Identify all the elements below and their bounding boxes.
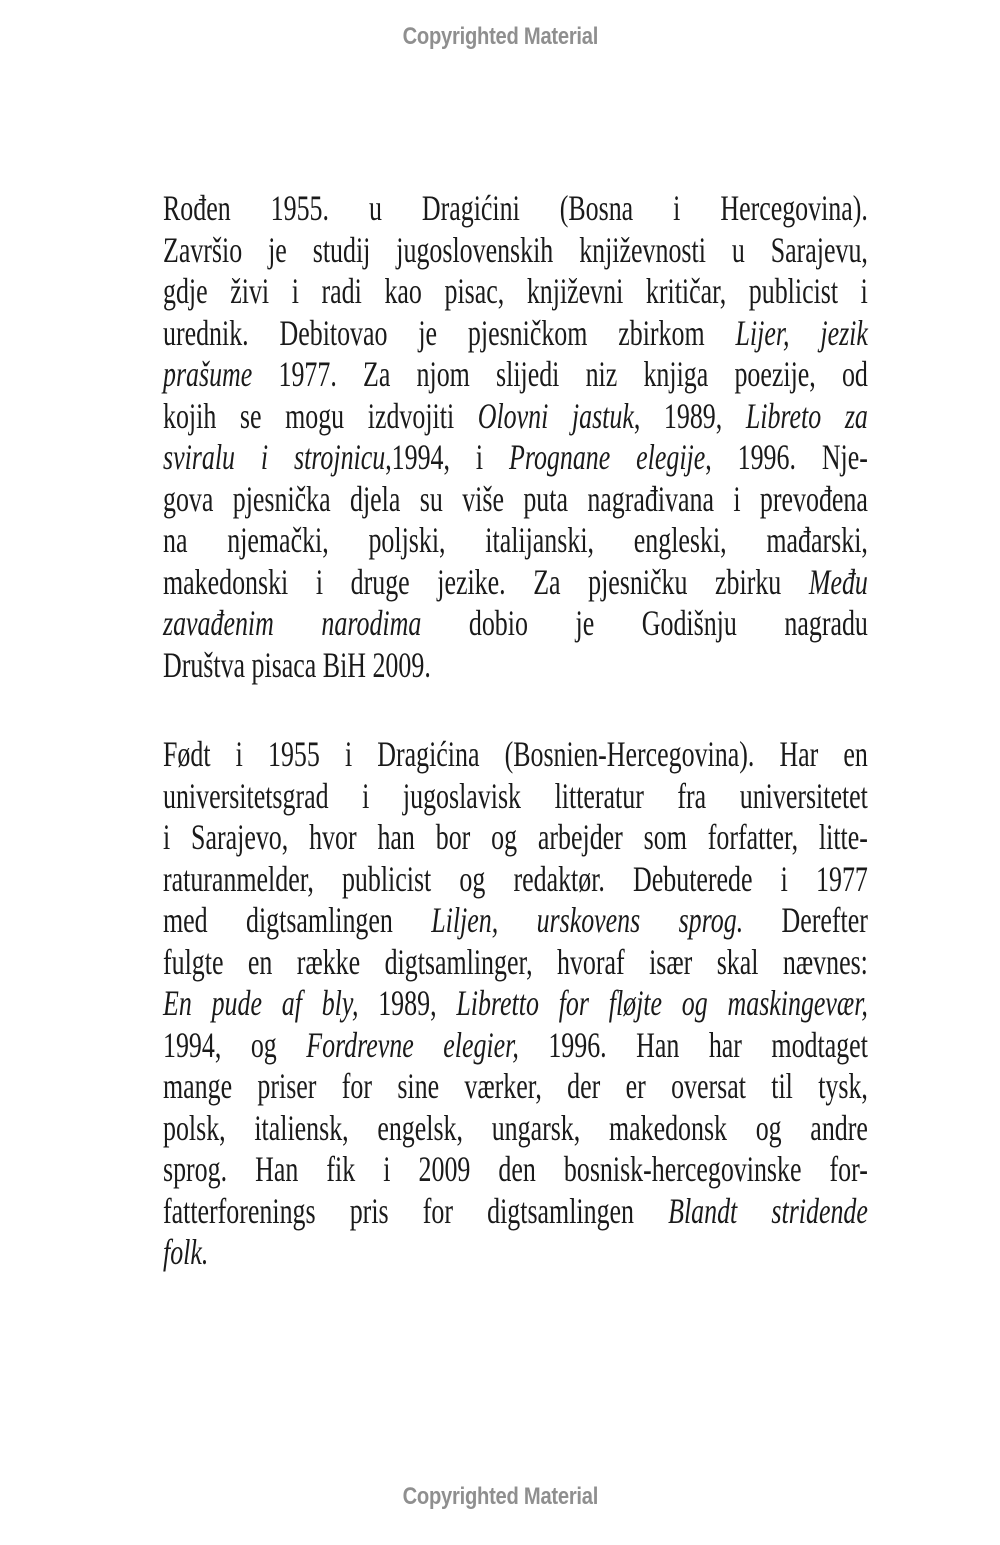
text-run: na njemački, poljski, italijanski, engleski, mađarski, [163,520,868,560]
text-line [163,1191,868,1233]
text-run: , 1996. Nje- [705,437,868,477]
text-line [163,942,868,984]
italic-text-run: prašume [163,354,253,394]
text-line [163,230,868,272]
text-line [163,603,868,645]
copyright-footer-label: Copyrighted Material [402,1483,598,1510]
text-run: Født i 1955 i Dragićina (Bosnien-Hercegovina). Har en [163,734,868,774]
text-line [163,313,868,355]
text-run: raturanmelder, publicist og redaktør. Debuterede i 1977 [163,858,868,899]
italic-text-run: Libreto za [745,395,868,436]
text-run: gdje živi i radi kao pisac, književni kritičar, publicist i [163,271,868,311]
copyright-header-label: Copyrighted Material [402,23,598,50]
author-bio-text-block [163,188,868,1274]
text-line [163,776,868,818]
text-run: polsk, italiensk, engelsk, ungarsk, makedonsk og andre [163,1107,868,1148]
italic-text-run: Libretto for fløjte og maskingevær, [456,983,868,1023]
italic-text-run: Prognane elegije [508,437,706,477]
copyright-footer [0,1484,1000,1510]
text-line [163,1108,868,1150]
text-run: Derefter [743,900,868,940]
text-run: 1977. Za njom slijedi niz knjiga poezije, od [252,354,868,394]
text-run: 1996. Han har modtaget [518,1024,868,1065]
text-line [163,859,868,901]
text-run: kojih se mogu izdvojiti [163,395,478,436]
text-line [163,645,868,687]
text-run: dobio je Godišnju nagradu [421,603,868,643]
italic-text-run: Olovni jastuk [477,395,634,436]
text-line [163,271,868,313]
text-line [163,188,868,230]
text-run: fatterforenings pris for digtsamlingen [163,1190,669,1231]
text-line [163,1149,868,1191]
text-run: urednik. Debitovao je pjesničkom zbirkom [163,312,736,353]
italic-text-run: Među [808,561,868,602]
text-run: 1994, og [163,1024,307,1065]
copyright-header [0,24,1000,50]
text-line [163,1066,868,1108]
text-line [163,1025,868,1067]
text-run: universitetsgrad i jugoslavisk litteratur fra universitetet [163,775,868,816]
text-line [163,354,868,396]
text-run: med digtsamlingen [163,900,432,940]
text-line [163,983,868,1025]
text-run: 1989, [358,983,457,1023]
text-run: mange priser for sine værker, der er oversat til tysk, [163,1066,868,1106]
text-run: Društva pisaca BiH 2009. [163,644,431,685]
text-run: ,1994, i [385,437,509,477]
text-run: Završio je studij jugoslovenskih književnosti u Sarajevu, [163,229,868,270]
italic-text-run: Liljen, urskovens sprog. [431,900,744,940]
text-line [163,479,868,521]
text-run: i Sarajevo, hvor han bor og arbejder som forfatter, litte- [163,817,868,857]
italic-text-run: folk. [163,1232,209,1272]
text-line [163,437,868,479]
italic-text-run: Lijer, jezik [735,312,868,353]
text-line [163,817,868,859]
italic-text-run: sviralu i strojnicu [163,437,386,477]
text-run: makedonski i druge jezike. Za pjesničku zbirku [163,561,809,602]
text-run: Rođen 1955. u Dragićini (Bosna i Hercegovina). [163,188,868,228]
text-line [163,520,868,562]
text-run: gova pjesnička djela su više puta nagrađivana i prevođena [163,478,868,519]
italic-text-run: Fordrevne elegier, [306,1024,519,1065]
text-run: fulgte en række digtsamlinger, hvoraf især skal nævnes: [163,941,868,982]
text-line [163,562,868,604]
italic-text-run: zavađenim narodima [163,603,422,643]
text-run: sprog. Han fik i 2009 den bosnisk-hercegovinske for- [163,1149,868,1189]
italic-text-run: Blandt stridende [668,1190,868,1231]
author-bio-danish [163,734,868,1274]
italic-text-run: En pude af bly, [163,983,359,1023]
text-run: , 1989, [633,395,746,436]
text-line [163,734,868,776]
text-line [163,396,868,438]
text-line [163,900,868,942]
text-line [163,1232,868,1274]
author-bio-bosnian [163,188,868,686]
